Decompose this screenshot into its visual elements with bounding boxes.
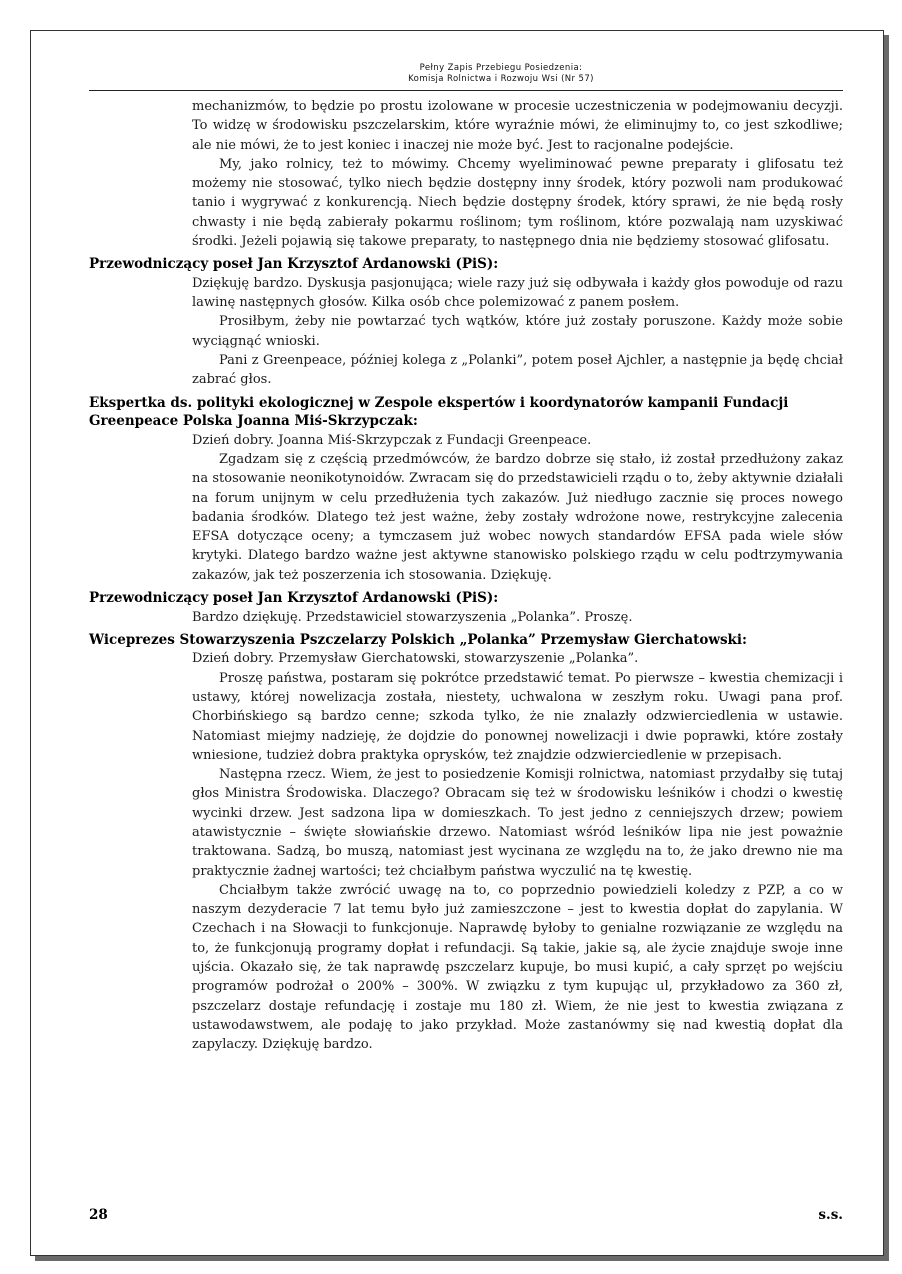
paragraph: Następna rzecz. Wiem, że jest to posiedzenie Komisji rolnictwa, natomiast przydałby się tutaj głos Ministra Środowiska. Dlaczego? Obracam się też w środowisku leśników i chodzi o kwestię wycinki drzew. Jest sadzona lipa w domieszkach. To jest jedno z cenniejszych drzew; powiem atawistycznie – święte słowiańskie drzewo. Natomiast wśród leśników lipa nie jest poważnie traktowana. Sadzą, bo muszą, natomiast jest wycinana ze względu na to, że jako drewno nie ma praktycznie żadnej wartości; też chciałbym państwa wyczulić na tę kwestię. bbox=[192, 767, 843, 879]
statement-body bbox=[192, 649, 843, 1054]
paragraph: My, jako rolnicy, też to mówimy. Chcemy wyeliminować pewne preparaty i glifosatu też możemy nie stosować, tylko niech będzie dostępny inny środek, który pozwoli nam produkować tanio i wygrywać z konkurencją. Niech będzie dostępny środek, który sprawi, że nie będą rosły chwasty i nie będą zabierały pokarmu roślinom; tym roślinom, które pozwalają nam uzyskiwać środki. Jeżeli pojawią się takowe preparaty, to następnego dnia nie będziemy stosować glifosatu. bbox=[192, 156, 843, 250]
speaker-heading: Przewodniczący poseł Jan Krzysztof Ardanowski (PiS): bbox=[89, 256, 499, 273]
paragraph: Chciałbym także zwrócić uwagę na to, co poprzednio powiedzieli koledzy z PZP, a co w naszym dezyderacie 7 lat temu było już zamieszczone – jest to kwestia dopłat do zapylania. W Czechach i na Słowacji to funkcjonuje. Naprawdę byłoby to genialne rozwiązanie ze względu na to, że funkcjonują programy dopłat i refundacji. Są takie, jakie są, ale życie znajduje swoje inne ujścia. Okazało się, że tak naprawdę pszczelarz kupuje, bo musi kupić, a cały sprzęt po wejściu programów podrożał o 200% – 300%. W związku z tym kupując ul, przykładowo za 360 zł, pszczelarz dostaje refundację i zostaje mu 180 zł. Wiem, że nie jest to kwestia związana z ustawodawstwem, ale podaję to jako przykład. Może zastanówmy się nad kwestią dopłat dla zapylaczy. Dziękuję bardzo. bbox=[192, 882, 843, 1053]
statement-body bbox=[192, 608, 843, 627]
speaker-heading: Wiceprezes Stowarzyszenia Pszczelarzy Polskich „Polanka” Przemysław Gierchatowski: bbox=[89, 631, 748, 648]
paragraph: Proszę państwa, postaram się pokrótce przedstawić temat. Po pierwsze – kwestia chemizacji i ustawy, której nowelizacja została, niestety, uchwalona w zeszłym roku. Uwagi pana prof. Chorbińskiego są bardzo cenne; szkoda tylko, że nie znalazły odzwierciedlenia w ustawie. Natomiast miejmy nadzieję, że dojdzie do ponownej nowelizacji i dwie poprawki, które zostały wniesione, tudzież dobra praktyka oprysków, też znajdzie odzwierciedlenie w przepisach. bbox=[192, 670, 843, 763]
header-title: Pełny Zapis Przebiegu Posiedzenia: bbox=[419, 63, 583, 73]
header-rule bbox=[89, 90, 843, 91]
statement-body bbox=[192, 431, 843, 585]
document-page bbox=[30, 30, 884, 1256]
statement-body bbox=[192, 97, 843, 251]
paragraph: Prosiłbym, żeby nie powtarzać tych wątków, które już zostały poruszone. Każdy może sobie wyciągnąć wnioski. bbox=[192, 314, 843, 349]
paragraph: Bardzo dziękuję. Przedstawiciel stowarzyszenia „Polanka”. Proszę. bbox=[192, 609, 633, 625]
footer-initials: s.s. bbox=[818, 1207, 843, 1223]
header-subtitle: Komisja Rolnictwa i Rozwoju Wsi (Nr 57) bbox=[408, 74, 594, 84]
running-header bbox=[75, 63, 902, 85]
page-number: 28 bbox=[89, 1207, 108, 1223]
paragraph: Dzień dobry. Joanna Miś-Skrzypczak z Fundacji Greenpeace. bbox=[192, 432, 592, 448]
paragraph: Dzień dobry. Przemysław Gierchatowski, stowarzyszenie „Polanka”. bbox=[192, 651, 639, 667]
paragraph: Dziękuję bardzo. Dyskusja pasjonująca; wiele razy już się odbywała i każdy głos powoduje od razu lawinę następnych głosów. Kilka osób chce polemizować z panem posłem. bbox=[192, 275, 843, 311]
speaker-heading: Przewodniczący poseł Jan Krzysztof Ardanowski (PiS): bbox=[89, 590, 499, 607]
paragraph: Pani z Greenpeace, później kolega z „Polanki”, potem poseł Ajchler, a następnie ja będę chciał zabrać głos. bbox=[192, 353, 843, 388]
speaker-heading: Ekspertka ds. polityki ekologicznej w Zespole ekspertów i koordynatorów kampanii Fundacji Greenpeace Polska Joanna Miś-Skrzypczak: bbox=[89, 394, 789, 430]
statement-body bbox=[192, 274, 843, 390]
paragraph: Zgadzam się z częścią przedmówców, że bardzo dobrze się stało, iż został przedłużony zakaz na stosowanie neonikotynoidów. Zwracam się do przedstawicieli rządu o to, żeby aktywnie działali na forum unijnym w celu przedłużenia tych zakazów. Już niedługo zacznie się proces nowego badania środków. Dlatego też jest ważne, żeby zostały wdrożone nowe, restrykcyjne zalecenia EFSA dotyczące oceny; a tymczasem już wobec nowych standardów EFSA pada wiele słów krytyki. Dlatego bardzo ważne jest aktywne stanowisko polskiego rządu w celu podtrzymywania zakazów, jak też poszerzenia ich stosowania. Dziękuję. bbox=[192, 451, 843, 583]
paragraph: mechanizmów, to będzie po prostu izolowane w procesie uczestniczenia w podejmowaniu decyzji. To widzę w środowisku pszczelarskim, które wyraźnie mówi, że eliminujmy to, co jest szkodliwe; ale nie mówi, że to jest koniec i inaczej nie może być. Jest to racjonalne podejście. bbox=[192, 99, 843, 153]
transcript-body bbox=[89, 97, 843, 1055]
